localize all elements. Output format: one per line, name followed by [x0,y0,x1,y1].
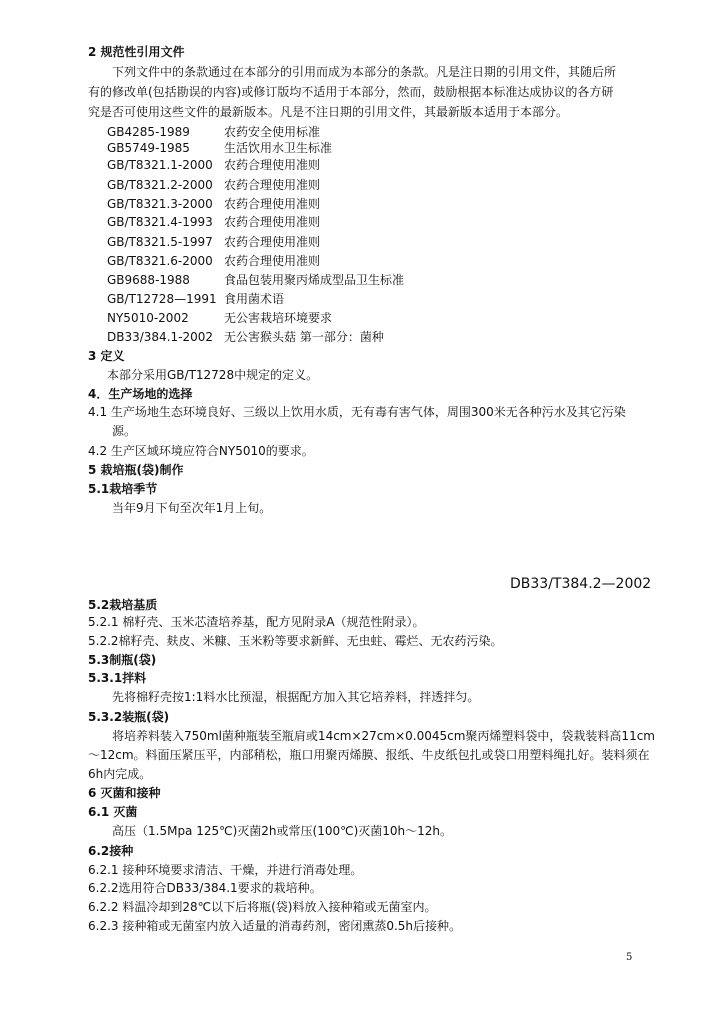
section-5-2-heading: 5.2栽培基质 [88,598,158,612]
section-6-2-3-text: 6.2.3 接种箱或无菌室内放入适量的消毒药剂，密闭熏蒸0.5h后接种。 [88,919,462,933]
norm-code: DB33/384.1-2002 [107,330,214,344]
section-4-1-line-2: 源。 [112,424,137,438]
section-3-heading: 3 定义 [88,349,125,363]
norm-title: 农药合理使用准则 [224,158,321,172]
norm-ref-item [107,214,320,230]
section-6-1-heading: 6.1 灭菌 [88,805,138,819]
norm-code: GB5749-1985 [107,141,190,155]
section-2-para-line-3: 究是否可使用这些文件的最新版本。凡是不注日期的引用文件，其最新版本适用于本部分。 [88,105,569,119]
norm-title: 农药合理使用准则 [224,178,321,192]
norm-title: 农药合理使用准则 [224,215,321,229]
section-5-3-heading: 5.3制瓶(袋) [88,653,157,667]
norm-code: GB/T12728—1991 [107,292,217,306]
norm-ref-item [107,329,384,345]
norm-code: GB/T8321.1-2000 [107,158,213,172]
norm-title: 农药合理使用准则 [224,254,321,268]
section-5-2-1-text: 5.2.1 棉籽壳、玉米芯渣培养基，配方见附录A（规范性附录）。 [88,615,425,629]
section-2-heading: 2 规范性引用文件 [88,45,185,59]
norm-code: NY5010-2002 [107,311,189,325]
section-5-2-2-text: 5.2.2棉籽壳、麸皮、米糠、玉米粉等要求新鲜、无虫蛀、霉烂、无农药污染。 [88,634,503,648]
norm-ref-item [107,234,320,250]
section-5-3-2-line-1: 将培养料装入750ml菌种瓶装至瓶肩或14cm×27cm×0.0045cm聚丙烯塑料袋中，袋栽装料高11cm [112,729,655,743]
norm-ref-item [107,272,404,288]
norm-ref-item [107,124,320,140]
norm-title: 农药合理使用准则 [224,235,321,249]
section-5-3-2-heading: 5.3.2装瓶(袋) [88,710,170,724]
section-4-1-line-1: 4.1 生产场地生态环境良好、三级以上饮用水质，无有毒有害气体，周围300米无各种污水及其它污染 [88,405,626,419]
norm-ref-item [107,291,284,307]
norm-code: GB/T8321.4-1993 [107,215,213,229]
norm-ref-item [107,196,320,212]
section-6-2-2a-text: 6.2.2选用符合DB33/384.1要求的栽培种。 [88,881,322,895]
norm-title: 无公害猴头菇 第一部分：菌种 [224,330,384,344]
section-5-1-heading: 5.1栽培季节 [88,482,158,496]
page-number: 5 [626,952,633,963]
norm-ref-item [107,177,320,193]
norm-title: 农药安全使用标准 [224,125,321,139]
norm-code: GB4285-1989 [107,125,190,139]
section-2-para-line-1: 下列文件中的条款通过在本部分的引用而成为本部分的条款。凡是注日期的引用文件，其随后所 [112,65,617,79]
section-3-text: 本部分采用GB/T12728中规定的定义。 [107,368,319,382]
section-5-3-1-heading: 5.3.1拌料 [88,671,147,685]
section-5-3-2-line-2: ～12cm。料面压紧压平，内部稍松，瓶口用聚丙烯膜、报纸、牛皮纸包扎或袋口用塑料绳扎好。装料须在 [88,748,650,762]
section-6-2-2b-text: 6.2.2 料温冷却到28℃以下后将瓶(袋)料放入接种箱或无菌室内。 [88,900,437,914]
section-5-heading: 5 栽培瓶(袋)制作 [88,463,184,477]
norm-code: GB/T8321.3-2000 [107,197,213,211]
section-5-1-text: 当年9月下旬至次年1月上旬。 [112,501,272,515]
norm-ref-item [107,310,332,326]
norm-title: 食品包装用聚丙烯成型品卫生标准 [224,273,405,287]
document-id-header: DB33/T384.2—2002 [510,576,652,592]
norm-code: GB/T8321.5-1997 [107,235,213,249]
norm-code: GB/T8321.6-2000 [107,254,213,268]
section-6-heading: 6 灭菌和接种 [88,786,161,800]
norm-title: 农药合理使用准则 [224,197,321,211]
norm-ref-item [107,140,332,156]
section-4-heading: 4．生产场地的选择 [88,387,193,401]
norm-ref-item [107,157,320,173]
norm-title: 生活饮用水卫生标准 [224,141,333,155]
section-2-para-line-2: 有的修改单(包括勘误的内容)或修订版均不适用于本部分，然而，鼓励根据本标准达成协议的各方研 [88,85,614,99]
section-6-2-heading: 6.2接种 [88,844,134,858]
section-6-1-text: 高压（1.5Mpa 125℃)灭菌2h或常压(100℃)灭菌10h～12h。 [112,824,453,838]
section-5-3-2-line-3: 6h内完成。 [88,767,152,781]
norm-ref-item [107,253,320,269]
norm-title: 无公害栽培环境要求 [224,311,333,325]
norm-title: 食用菌术语 [224,292,285,306]
section-4-2-text: 4.2 生产区域环境应符合NY5010的要求。 [88,444,314,458]
section-6-2-1-text: 6.2.1 接种环境要求清洁、干燥，并进行消毒处理。 [88,863,363,877]
norm-code: GB/T8321.2-2000 [107,178,213,192]
norm-code: GB9688-1988 [107,273,190,287]
section-5-3-1-text: 先将棉籽壳按1:1料水比预湿，根据配方加入其它培养料，拌透拌匀。 [112,690,480,704]
